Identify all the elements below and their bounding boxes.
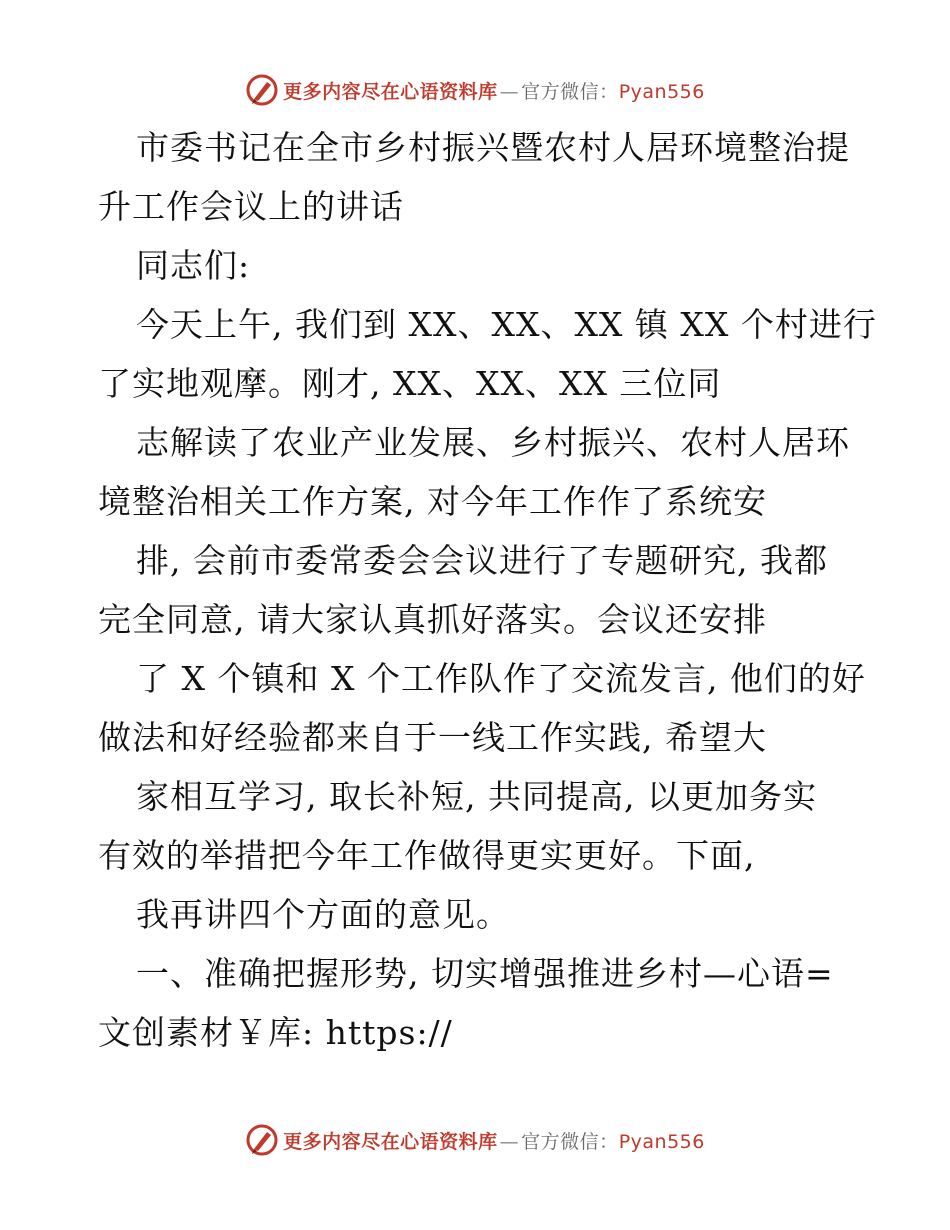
document-body (98, 118, 877, 1062)
watermark-banner-bottom (0, 1120, 950, 1160)
watermark-text: 更多内容尽在心语资料库 — 官方微信：Pyan556 (283, 1130, 705, 1153)
text-line: 家相互学习, 取长补短, 共同提高, 以更加务实 (136, 777, 817, 816)
text-line: 志解读了农业产业发展、乡村振兴、农村人居环 (136, 423, 850, 462)
text-line: 了 X 个镇和 X 个工作队作了交流发言, 他们的好 (136, 659, 866, 698)
text-line: 我再讲四个方面的意见。 (136, 895, 510, 934)
text-line: 市委书记在全市乡村振兴暨农村人居环境整治提 (136, 128, 850, 167)
text-line: 了实地观摩。刚才, XX、XX、XX 三位同 (98, 364, 722, 403)
pen-logo-icon (245, 1123, 279, 1157)
text-line: 一、准确把握形势, 切实增强推进乡村—心语= (136, 954, 834, 993)
text-line: 文创素材￥库: https:// (98, 1013, 453, 1052)
text-line: 今天上午, 我们到 XX、XX、XX 镇 XX 个村进行 (136, 305, 877, 344)
text-line: 排, 会前市委常委会会议进行了专题研究, 我都 (136, 541, 828, 580)
watermark-text: 更多内容尽在心语资料库 — 官方微信：Pyan556 (283, 80, 705, 103)
watermark-banner-top (0, 70, 950, 110)
pen-logo-icon (245, 73, 279, 107)
text-line: 做法和好经验都来自于一线工作实践, 希望大 (98, 718, 767, 757)
text-line: 同志们: (136, 246, 251, 285)
text-line: 升工作会议上的讲话 (98, 187, 404, 226)
text-line: 有效的举措把今年工作做得更实更好。下面, (98, 836, 756, 875)
text-line: 完全同意, 请大家认真抓好落实。会议还安排 (98, 600, 767, 639)
text-line: 境整治相关工作方案, 对今年工作作了系统安 (98, 482, 767, 521)
